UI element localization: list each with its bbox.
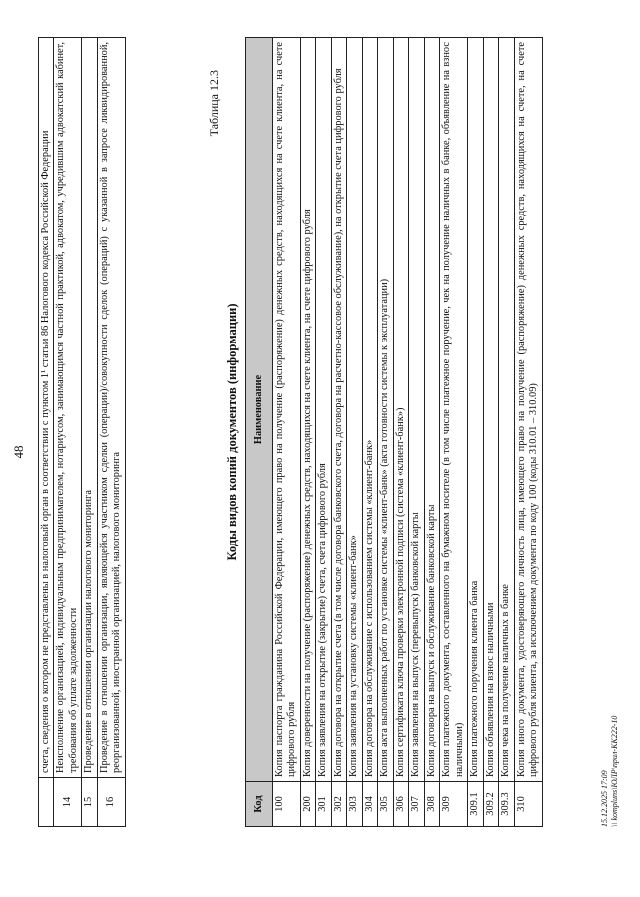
footer-path: \\ kompluns\ЮЛР\прил-КК222-10	[609, 715, 619, 827]
row-text: Копия иного документа, удостоверяющего личность лица, имеющего право на получение (распоряжение) денежных средств, находящихся на счете, на счете цифрового рубля клиента, за исключением документа по коду 100 (коды 310.01 – 310.09)	[514, 38, 542, 782]
table-label: Таблица 12.3	[207, 70, 221, 137]
row-code: 309.1	[468, 782, 483, 827]
continued-table	[38, 37, 126, 827]
table-row	[300, 38, 315, 827]
row-code: 308	[424, 782, 439, 827]
table-row	[316, 38, 331, 827]
footer-note	[600, 716, 619, 827]
table-row	[409, 38, 424, 827]
table-header-row	[246, 38, 273, 827]
row-code	[39, 778, 54, 827]
row-text: Копия договора на выпуск и обслуживание банковской карты	[424, 38, 439, 782]
row-code: 310	[514, 782, 542, 827]
row-text: Копия чека на получение наличных в банке	[499, 38, 514, 782]
table-row	[347, 38, 362, 827]
table-row	[39, 38, 54, 827]
document-codes-table	[245, 37, 543, 827]
row-code: 15	[82, 778, 97, 827]
row-text: Неисполнение организацией, индивидуальным предпринимателем, нотариусом, занимающимся частной практикой, адвокатом, учредившим адвокатский кабинет, требования об уплате задолженности	[54, 38, 82, 778]
row-text: Копия заявления на открытие (закрытие) счета, счета цифрового рубля	[316, 38, 331, 782]
row-code: 303	[347, 782, 362, 827]
row-code: 305	[378, 782, 393, 827]
table-row	[499, 38, 514, 827]
page-number: 48	[11, 445, 26, 459]
row-code: 309.3	[499, 782, 514, 827]
row-code: 200	[300, 782, 315, 827]
row-code: 309	[440, 782, 468, 827]
row-text: Проведение в отношении организации, являющейся участником сделки (операции)/совокупности сделок (операций) с указанной в запросе ликвидированной, реорганизованной, иностранной организацией, налогового мониторинга	[97, 38, 125, 778]
table-row	[378, 38, 393, 827]
row-text: Копия платежного поручения клиента банка	[468, 38, 483, 782]
row-code: 100	[273, 782, 301, 827]
row-code: 302	[331, 782, 346, 827]
row-text: Копия заявления на выпуск (перевыпуск) банковской карты	[409, 38, 424, 782]
row-text: Копия сертификата ключа проверки электронной подписи (система «клиент-банк»)	[393, 38, 408, 782]
table-row	[424, 38, 439, 827]
table-row	[82, 38, 97, 827]
row-code: 304	[362, 782, 377, 827]
row-text: Копия договора на обслуживание с использованием системы «клиент-банк»	[362, 38, 377, 782]
row-text: счета, сведения о котором не представлены в налоговый орган в соответствии с пунктом 1¹ статьи 86 Налогового кодекса Российской Федерации	[39, 38, 54, 778]
table-title: Коды видов копий документов (информации)	[225, 303, 239, 561]
row-code: 14	[54, 778, 82, 827]
table-row	[273, 38, 301, 827]
row-text: Копия платежного документа, составленного на бумажном носителе (в том числе платежное поручение, чек на получение наличных в банке, объявление на взнос наличными)	[440, 38, 468, 782]
header-name: Наименование	[246, 38, 273, 782]
table-row	[514, 38, 542, 827]
row-text: Копия заявления на установку системы «клиент-банк»	[347, 38, 362, 782]
table-row	[362, 38, 377, 827]
table-row	[54, 38, 82, 827]
header-code: Код	[246, 782, 273, 827]
table-row	[331, 38, 346, 827]
row-code: 306	[393, 782, 408, 827]
row-text: Копия доверенности на получение (распоряжение) денежных средств, находящихся на счете клиента, на счете цифрового рубля	[300, 38, 315, 782]
table-row	[468, 38, 483, 827]
footer-timestamp: 15.12.2025 17:09	[600, 770, 609, 827]
row-code: 309.2	[483, 782, 498, 827]
row-code: 16	[97, 778, 125, 827]
row-code: 301	[316, 782, 331, 827]
row-text: Копия объявления на взнос наличными	[483, 38, 498, 782]
row-text: Копия акта выполненных работ по установке системы «клиент-банк» (акта готовности системы к эксплуатации)	[378, 38, 393, 782]
table-row	[393, 38, 408, 827]
table-row	[483, 38, 498, 827]
row-text: Копия договора на открытие счета (в том числе договора банковского счета, договора на расчетно-кассовое обслуживание), на открытие счета цифрового рубля	[331, 38, 346, 782]
row-text: Проведение в отношении организации налогового мониторинга	[82, 38, 97, 778]
table-row	[97, 38, 125, 827]
row-text: Копия паспорта гражданина Российской Федерации, имеющего право на получение (распоряжение) денежных средств, находящихся на счете клиента, на счете цифрового рубля	[273, 38, 301, 782]
table-row	[440, 38, 468, 827]
row-code: 307	[409, 782, 424, 827]
